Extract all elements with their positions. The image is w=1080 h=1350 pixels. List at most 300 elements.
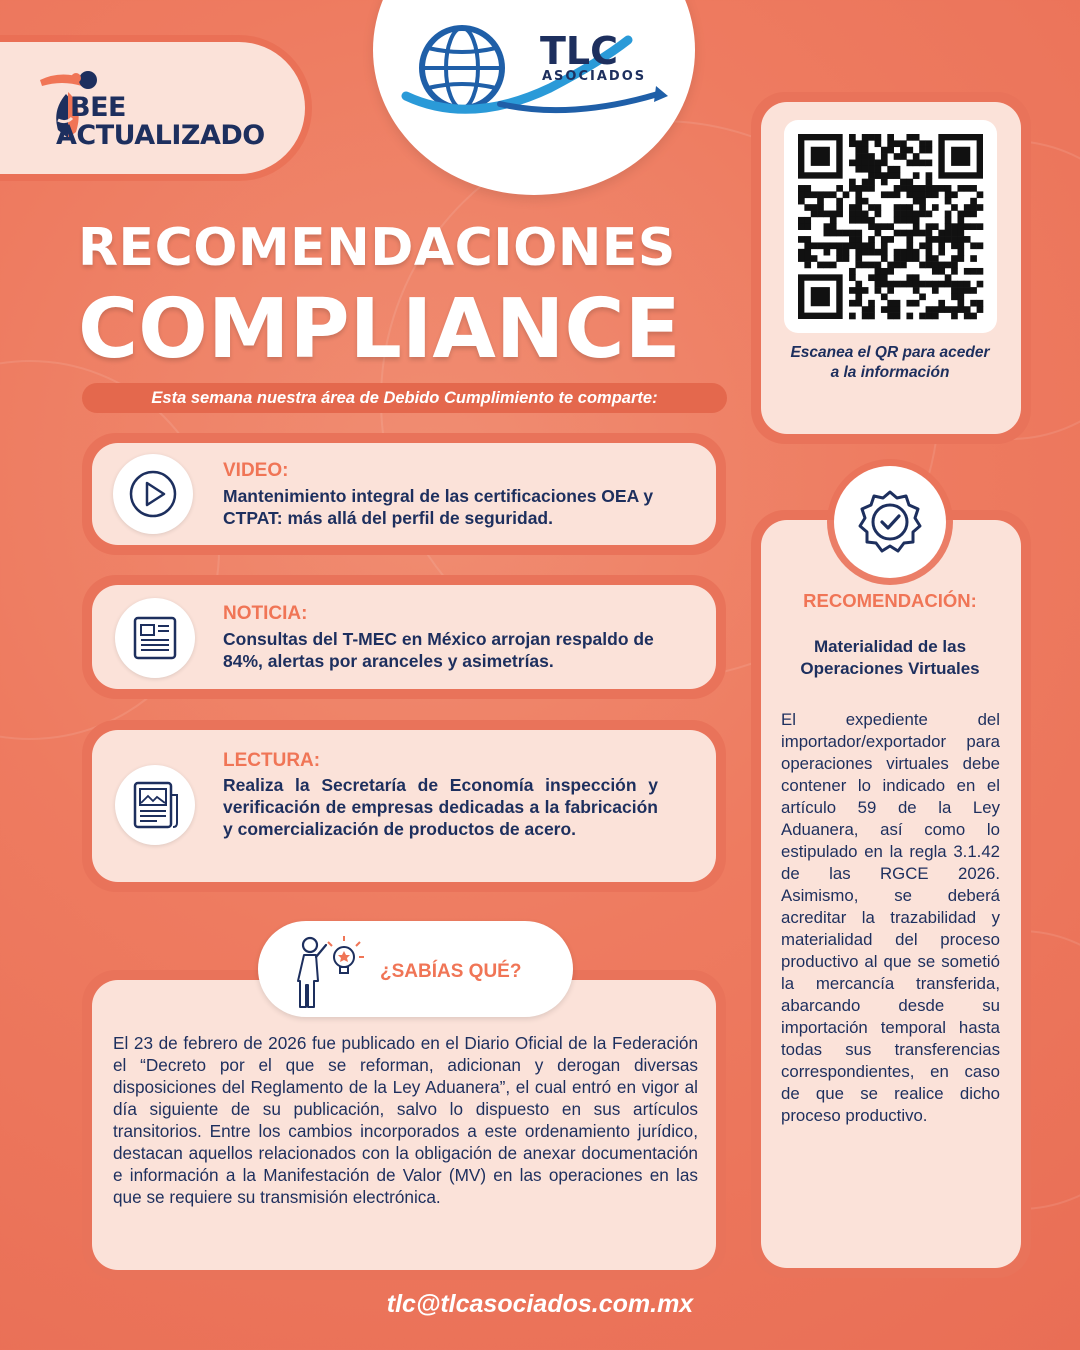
- qr-module: [932, 236, 939, 243]
- page-title-line2: COMPLIANCE: [78, 282, 681, 377]
- qr-module: [804, 236, 811, 243]
- qr-module: [919, 185, 926, 192]
- qr-module: [887, 140, 894, 147]
- qr-module: [970, 242, 977, 249]
- qr-module: [855, 191, 862, 198]
- qr-module: [906, 211, 913, 218]
- lectura-label: LECTURA:: [223, 750, 321, 771]
- qr-module: [875, 140, 882, 147]
- qr-module: [977, 204, 984, 211]
- qr-module: [932, 281, 939, 288]
- qr-module: [862, 287, 869, 294]
- qr-module: [868, 249, 875, 256]
- qr-module: [894, 217, 901, 224]
- qr-module: [868, 185, 875, 192]
- qr-module: [970, 268, 977, 275]
- qr-module: [945, 274, 952, 281]
- qr-module: [875, 166, 882, 173]
- qr-module: [830, 217, 837, 224]
- qr-module: [881, 153, 888, 160]
- qr-module: [951, 255, 958, 262]
- qr-module: [906, 134, 913, 141]
- qr-module: [817, 191, 824, 198]
- qr-module: [836, 230, 843, 237]
- qr-module: [875, 160, 882, 167]
- qr-module: [926, 160, 933, 167]
- qr-module: [881, 172, 888, 179]
- qr-finder-pattern: [811, 287, 830, 306]
- qr-module: [862, 313, 869, 320]
- qr-module: [957, 255, 964, 262]
- qr-module: [926, 191, 933, 198]
- qr-module: [868, 172, 875, 179]
- qr-module: [836, 242, 843, 249]
- qr-module: [926, 242, 933, 249]
- qr-module: [906, 249, 913, 256]
- qr-module: [964, 313, 971, 320]
- qr-module: [900, 255, 907, 262]
- qr-module: [964, 185, 971, 192]
- qr-module: [868, 274, 875, 281]
- qr-module: [868, 262, 875, 269]
- qr-module: [855, 198, 862, 205]
- qr-module: [862, 166, 869, 173]
- qr-module: [977, 300, 984, 307]
- recommendation-badge: [834, 466, 946, 578]
- qr-module: [906, 242, 913, 249]
- qr-module: [926, 230, 933, 237]
- qr-module: [824, 242, 831, 249]
- qr-module: [926, 255, 933, 262]
- qr-module: [945, 211, 952, 218]
- qr-module: [970, 223, 977, 230]
- qr-module: [951, 287, 958, 294]
- qr-module: [798, 217, 805, 224]
- qr-module: [849, 274, 856, 281]
- qr-module: [938, 306, 945, 313]
- qr-module: [881, 147, 888, 154]
- qr-module: [913, 134, 920, 141]
- qr-module: [919, 140, 926, 147]
- video-label: VIDEO:: [223, 460, 289, 481]
- qr-module: [894, 191, 901, 198]
- qr-module: [855, 160, 862, 167]
- qr-module: [926, 211, 933, 218]
- qr-module: [881, 249, 888, 256]
- qr-module: [926, 306, 933, 313]
- subtitle-pill: Esta semana nuestra área de Debido Cumplimiento te comparte:: [82, 383, 727, 413]
- qr-module: [970, 198, 977, 205]
- sabias-label: ¿SABÍAS QUÉ?: [380, 961, 522, 982]
- qr-module: [964, 236, 971, 243]
- qr-module: [894, 281, 901, 288]
- qr-module: [951, 230, 958, 237]
- qr-module: [945, 198, 952, 205]
- qr-module: [798, 198, 805, 205]
- recommendation-title: Materialidad de las Operaciones Virtuales: [800, 637, 980, 678]
- qr-module: [932, 191, 939, 198]
- qr-module: [836, 255, 843, 262]
- qr-module: [913, 274, 920, 281]
- qr-module: [881, 236, 888, 243]
- qr-module: [913, 230, 920, 237]
- qr-module: [887, 147, 894, 154]
- newspaper-icon: [115, 598, 195, 678]
- article-icon: [115, 765, 195, 845]
- qr-module: [855, 236, 862, 243]
- qr-module: [868, 236, 875, 243]
- qr-module: [938, 236, 945, 243]
- qr-module: [862, 242, 869, 249]
- qr-module: [926, 262, 933, 269]
- sabias-body: El 23 de febrero de 2026 fue publicado en el Diario Oficial de la Federación el “Decreto por el que se reforman, adicionan y derogan diversas disposiciones del Reglamento de la Ley Aduanera”, el cual entró en vigor al día siguiente de su publicación, salvo lo dispuesto en sus artículos transitorios. Entre los cambios incorporados a este ordenamiento jurídico, destacan aquellos relacionados con la obligación de anexar documentación e información a la Manifestación de Valor (MV) en las operaciones en las que se requiere su transmisión electrónica.: [113, 1033, 698, 1207]
- qr-module: [945, 191, 952, 198]
- qr-module: [843, 249, 850, 256]
- qr-module: [913, 249, 920, 256]
- qr-module: [868, 306, 875, 313]
- qr-module: [855, 153, 862, 160]
- qr-module: [938, 249, 945, 256]
- qr-module: [977, 268, 984, 275]
- tlc-name: TLC: [540, 29, 619, 73]
- qr-module: [875, 211, 882, 218]
- qr-module: [900, 185, 907, 192]
- qr-module: [849, 211, 856, 218]
- qr-module: [868, 153, 875, 160]
- qr-module: [951, 306, 958, 313]
- qr-module: [830, 262, 837, 269]
- qr-module: [900, 217, 907, 224]
- qr-module: [945, 223, 952, 230]
- footer-email-link[interactable]: tlc@tlcasociados.com.mx: [386, 1290, 694, 1318]
- qr-module: [817, 262, 824, 269]
- qr-module: [855, 262, 862, 269]
- qr-module: [964, 281, 971, 288]
- qr-module: [964, 268, 971, 275]
- qr-module: [938, 242, 945, 249]
- qr-module: [804, 204, 811, 211]
- qr-module: [970, 185, 977, 192]
- qr-module: [881, 293, 888, 300]
- qr-module: [811, 255, 818, 262]
- qr-module: [881, 160, 888, 167]
- qr-code-pattern: [784, 120, 997, 333]
- qr-caption: Escanea el QR para aceder a la información: [790, 344, 990, 381]
- qr-module: [932, 262, 939, 269]
- qr-module: [830, 223, 837, 230]
- qr-module: [824, 249, 831, 256]
- qr-module: [887, 262, 894, 269]
- qr-module: [804, 242, 811, 249]
- qr-module: [887, 268, 894, 275]
- qr-module: [804, 185, 811, 192]
- qr-module: [938, 185, 945, 192]
- qr-module: [862, 140, 869, 147]
- qr-module: [906, 191, 913, 198]
- qr-module: [836, 204, 843, 211]
- qr-module: [836, 198, 843, 205]
- qr-module: [862, 306, 869, 313]
- qr-module: [894, 153, 901, 160]
- qr-module: [900, 204, 907, 211]
- qr-module: [817, 242, 824, 249]
- verified-badge-icon: [834, 466, 946, 578]
- qr-module: [977, 191, 984, 198]
- qr-module: [862, 185, 869, 192]
- qr-module: [945, 230, 952, 237]
- qr-module: [919, 191, 926, 198]
- qr-module: [964, 211, 971, 218]
- qr-module: [875, 230, 882, 237]
- qr-module: [938, 230, 945, 237]
- qr-module: [830, 242, 837, 249]
- qr-module: [862, 147, 869, 154]
- qr-module: [855, 249, 862, 256]
- qr-module: [913, 153, 920, 160]
- qr-module: [945, 306, 952, 313]
- qr-module: [824, 211, 831, 218]
- noticia-text[interactable]: Consultas del T-MEC en México arrojan respaldo de 84%, alertas por aranceles y asimetrías.: [223, 629, 654, 671]
- qr-module: [862, 211, 869, 218]
- qr-module: [894, 249, 901, 256]
- qr-module: [824, 223, 831, 230]
- qr-module: [970, 255, 977, 262]
- qr-module: [957, 293, 964, 300]
- qr-module: [926, 313, 933, 320]
- bee-logo-text: [56, 92, 265, 151]
- qr-module: [894, 185, 901, 192]
- qr-module: [913, 185, 920, 192]
- qr-module: [970, 313, 977, 320]
- qr-module: [881, 274, 888, 281]
- qr-module: [926, 185, 933, 192]
- qr-module: [887, 287, 894, 294]
- qr-module: [894, 172, 901, 179]
- qr-module: [913, 211, 920, 218]
- globe-icon: [422, 28, 502, 108]
- qr-module: [894, 140, 901, 147]
- qr-module: [919, 293, 926, 300]
- qr-module: [900, 140, 907, 147]
- qr-module: [957, 236, 964, 243]
- qr-module: [849, 160, 856, 167]
- qr-finder-pattern: [811, 147, 830, 166]
- qr-module: [919, 262, 926, 269]
- qr-module: [855, 287, 862, 294]
- qr-module: [855, 204, 862, 211]
- qr-module: [932, 287, 939, 294]
- qr-module: [957, 223, 964, 230]
- qr-module: [900, 262, 907, 269]
- qr-module: [887, 134, 894, 141]
- qr-module: [945, 236, 952, 243]
- qr-module: [906, 255, 913, 262]
- qr-module: [945, 262, 952, 269]
- qr-module: [881, 191, 888, 198]
- qr-module: [849, 268, 856, 275]
- qr-module: [906, 147, 913, 154]
- qr-module: [964, 306, 971, 313]
- lectura-icon-circle: [115, 765, 195, 845]
- lectura-text[interactable]: Realiza la Secretaría de Economía inspección y verificación de empresas dedicadas a la fabricación y comercialización de productos de acero.: [223, 775, 658, 839]
- qr-module: [894, 166, 901, 173]
- qr-module: [804, 191, 811, 198]
- qr-module: [957, 249, 964, 256]
- qr-module: [855, 230, 862, 237]
- qr-module: [900, 153, 907, 160]
- qr-module: [970, 300, 977, 307]
- qr-module: [817, 198, 824, 205]
- qr-module: [887, 166, 894, 173]
- idea-person-icon: [284, 927, 370, 1013]
- qr-module: [894, 204, 901, 211]
- qr-module: [951, 191, 958, 198]
- qr-module: [887, 172, 894, 179]
- qr-module: [964, 223, 971, 230]
- qr-module: [824, 230, 831, 237]
- qr-module: [804, 217, 811, 224]
- qr-module: [875, 274, 882, 281]
- qr-module: [887, 300, 894, 307]
- qr-module: [843, 230, 850, 237]
- qr-module: [798, 191, 805, 198]
- qr-module: [906, 179, 913, 186]
- qr-module: [913, 255, 920, 262]
- qr-module: [875, 268, 882, 275]
- qr-module: [906, 236, 913, 243]
- qr-module: [919, 160, 926, 167]
- qr-module: [951, 223, 958, 230]
- qr-module: [830, 191, 837, 198]
- qr-module: [913, 191, 920, 198]
- qr-code[interactable]: [784, 120, 997, 333]
- qr-module: [906, 185, 913, 192]
- qr-module: [887, 313, 894, 320]
- qr-module: [926, 179, 933, 186]
- qr-module: [900, 179, 907, 186]
- qr-module: [919, 313, 926, 320]
- qr-module: [932, 255, 939, 262]
- qr-module: [862, 160, 869, 167]
- qr-module: [887, 306, 894, 313]
- qr-module: [894, 300, 901, 307]
- qr-module: [843, 255, 850, 262]
- qr-module: [849, 236, 856, 243]
- qr-module: [977, 306, 984, 313]
- qr-module: [843, 242, 850, 249]
- qr-module: [855, 211, 862, 218]
- qr-module: [830, 230, 837, 237]
- qr-module: [849, 140, 856, 147]
- play-icon: [113, 454, 193, 534]
- qr-module: [951, 268, 958, 275]
- noticia-label: NOTICIA:: [223, 603, 308, 624]
- qr-module: [951, 313, 958, 320]
- qr-module: [957, 211, 964, 218]
- qr-module: [849, 185, 856, 192]
- qr-module: [887, 281, 894, 288]
- qr-module: [824, 191, 831, 198]
- qr-module: [868, 217, 875, 224]
- qr-module: [849, 287, 856, 294]
- qr-module: [855, 166, 862, 173]
- qr-module: [855, 293, 862, 300]
- qr-module: [881, 223, 888, 230]
- qr-module: [875, 249, 882, 256]
- qr-module: [913, 217, 920, 224]
- qr-module: [862, 179, 869, 186]
- qr-module: [875, 204, 882, 211]
- bee-line1: BEE: [70, 92, 126, 123]
- qr-module: [887, 236, 894, 243]
- qr-module: [836, 185, 843, 192]
- qr-module: [894, 230, 901, 237]
- qr-module: [798, 249, 805, 256]
- qr-module: [849, 230, 856, 237]
- qr-module: [887, 191, 894, 198]
- qr-module: [906, 160, 913, 167]
- qr-module: [849, 313, 856, 320]
- qr-module: [881, 306, 888, 313]
- qr-module: [926, 281, 933, 288]
- qr-module: [900, 211, 907, 218]
- qr-module: [945, 185, 952, 192]
- qr-module: [919, 198, 926, 205]
- qr-module: [970, 204, 977, 211]
- qr-module: [919, 211, 926, 218]
- qr-module: [926, 223, 933, 230]
- qr-module: [926, 249, 933, 256]
- video-text[interactable]: Mantenimiento integral de las certificaciones OEA y CTPAT: más allá del perfil de seguridad.: [223, 486, 654, 528]
- qr-module: [900, 147, 907, 154]
- qr-module: [906, 300, 913, 307]
- qr-module: [913, 223, 920, 230]
- qr-module: [868, 204, 875, 211]
- qr-module: [906, 313, 913, 320]
- qr-module: [938, 300, 945, 307]
- qr-module: [951, 281, 958, 288]
- qr-module: [862, 262, 869, 269]
- qr-module: [862, 153, 869, 160]
- qr-module: [868, 134, 875, 141]
- qr-module: [830, 211, 837, 218]
- qr-module: [913, 287, 920, 294]
- qr-module: [887, 223, 894, 230]
- qr-module: [938, 281, 945, 288]
- qr-module: [894, 255, 901, 262]
- qr-module: [836, 211, 843, 218]
- qr-module: [868, 223, 875, 230]
- qr-module: [875, 223, 882, 230]
- qr-module: [798, 223, 805, 230]
- qr-module: [951, 242, 958, 249]
- qr-module: [964, 287, 971, 294]
- qr-module: [798, 236, 805, 243]
- qr-module: [906, 204, 913, 211]
- qr-module: [957, 185, 964, 192]
- qr-module: [913, 300, 920, 307]
- qr-module: [970, 211, 977, 218]
- qr-module: [811, 204, 818, 211]
- qr-module: [957, 217, 964, 224]
- qr-module: [919, 281, 926, 288]
- qr-module: [855, 300, 862, 307]
- qr-module: [862, 249, 869, 256]
- qr-module: [919, 242, 926, 249]
- qr-module: [855, 147, 862, 154]
- qr-module: [804, 262, 811, 269]
- qr-module: [804, 255, 811, 262]
